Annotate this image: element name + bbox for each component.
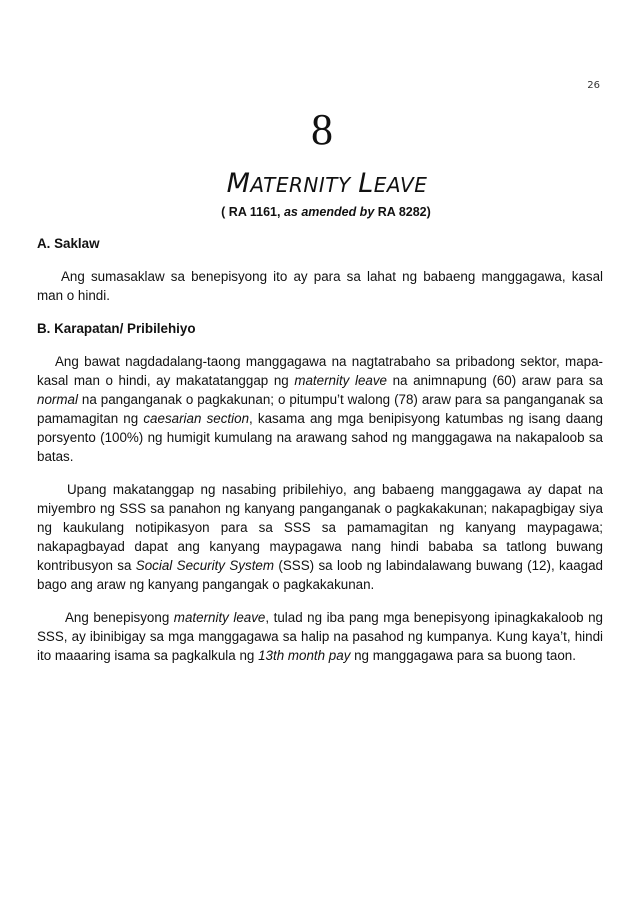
page-number: 26 [587,80,600,91]
law-reference [0,205,638,219]
document-body [37,234,603,679]
term-social-security-system: Social Security System [135,558,275,573]
term-caesarian-section: caesarian section [143,411,250,426]
term-maternity-leave-2: maternity leave [173,610,266,625]
law-prefix: ( RA 1161, [221,205,281,219]
karapatan-paragraph-3: Ang benepisyong maternity leave, tulad ng iba pang mga benepisyong ipinagkakaloob ng SSS, ay ibinibigay sa mga manggagawa sa halip na pasahod ng kumpanya. Kung kaya’t, hindi ito maaaring isama sa pagkalkula ng 13th month pay ng manggagawa para sa buong taon. [37,610,603,663]
chapter-number: 8 [311,105,333,154]
karapatan-paragraph-2: Upang makatanggap ng nasabing pribilehiyo, ang babaeng manggagawa ay dapat na miyembro ng SSS sa panahon ng kanyang panganganak o pagkakakunan; nakapagbigay siya ng kaukulang notipikasyon para sa SSS sa pamamagitan ng kanyang maypagawa; nakapagbayad dapat ang kanyang maypagawa nang hindi bababa sa tatlong buwang kontribusyon sa Social Security System (SSS) sa loob ng labindalawang buwang (12), kaagad bago ang araw ng kanyang pangangak o pagkakakunan. [37,482,603,592]
saklaw-paragraph: Ang sumasaklaw sa benepisyong ito ay para sa lahat ng babaeng manggagawa, kasal man o hindi. [37,269,603,303]
law-suffix: RA 8282) [377,205,431,219]
law-amended-phrase: as amended by [283,205,375,219]
term-normal: normal [37,392,78,407]
section-heading-saklaw: A. Saklaw [37,236,100,251]
chapter-title: MATERNITY LEAVE [226,168,428,199]
term-maternity-leave: maternity leave [294,373,387,388]
karapatan-paragraph-1: Ang bawat nagdadalang-taong manggagawa na nagtatrabaho sa pribadong sektor, mapa-kasal man o hindi, ay makatatanggap ng maternity leave na animnapung (60) araw para sa normal na panganganak o pagkakunan; o pitumpu’t walong (78) araw para sa panganganak sa pamamagitan ng caesarian section, kasama ang mga benipisyong katumbas ng isang daang porsyento (100%) ng humigit kumulang na arawang sahod ng manggagawa na nakapaloob sa batas. [37,354,603,464]
term-13th-month-pay: 13th month pay [258,648,351,663]
section-heading-karapatan: B. Karapatan/ Pribilehiyo [37,321,196,336]
